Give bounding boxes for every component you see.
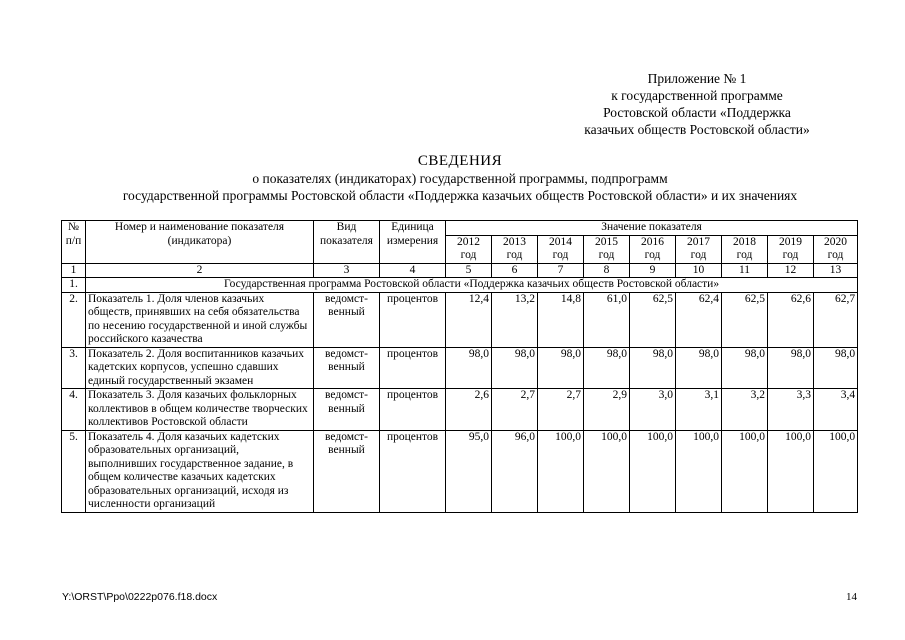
row-value: 98,0 <box>492 347 538 389</box>
row-kind: ведомст-венный <box>314 430 380 512</box>
header-num: № п/п <box>62 221 86 264</box>
header-year-5: 2017 год <box>676 235 722 263</box>
table-row <box>62 430 858 512</box>
row-value: 98,0 <box>814 347 858 389</box>
header-year-1: 2013 год <box>492 235 538 263</box>
page-number: 14 <box>846 591 857 603</box>
header-year-0: 2012 год <box>446 235 492 263</box>
column-number-4: 5 <box>446 263 492 278</box>
appendix-line-2: к государственной программе <box>611 88 783 103</box>
row-value: 3,2 <box>722 389 768 431</box>
row-value: 98,0 <box>676 347 722 389</box>
header-year-4: 2016 год <box>630 235 676 263</box>
row-value: 98,0 <box>768 347 814 389</box>
header-year-2: 2014 год <box>538 235 584 263</box>
row-num: 4. <box>62 389 86 431</box>
row-value: 100,0 <box>584 430 630 512</box>
row-unit: процентов <box>380 430 446 512</box>
appendix-line-4: казачьих обществ Ростовской области» <box>584 122 810 137</box>
row-value: 98,0 <box>722 347 768 389</box>
header-unit: Единица измерения <box>380 221 446 264</box>
row-value: 98,0 <box>630 347 676 389</box>
row-value: 62,7 <box>814 292 858 347</box>
section-num: 1. <box>62 278 86 293</box>
row-value: 95,0 <box>446 430 492 512</box>
column-number-3: 4 <box>380 263 446 278</box>
row-value: 100,0 <box>722 430 768 512</box>
row-value: 98,0 <box>446 347 492 389</box>
row-num: 3. <box>62 347 86 389</box>
row-indicator-name: Показатель 4. Доля казачьих кадетских образовательных организаций, выполнивших государственное задание, в общем количестве казачьих кадетских образовательных организаций, исходя из численности организаций <box>86 430 314 512</box>
column-number-row <box>62 263 858 278</box>
row-value: 13,2 <box>492 292 538 347</box>
column-number-7: 8 <box>584 263 630 278</box>
row-value: 100,0 <box>630 430 676 512</box>
row-kind: ведомст-венный <box>314 389 380 431</box>
row-value: 12,4 <box>446 292 492 347</box>
row-value: 2,6 <box>446 389 492 431</box>
row-num: 5. <box>62 430 86 512</box>
header-name: Номер и наименование показателя (индикатора) <box>86 221 314 264</box>
row-value: 2,9 <box>584 389 630 431</box>
document-title: СВЕДЕНИЯ <box>417 153 503 169</box>
column-number-2: 3 <box>314 263 380 278</box>
column-number-6: 7 <box>538 263 584 278</box>
row-value: 96,0 <box>492 430 538 512</box>
indicators-table <box>61 220 858 513</box>
header-year-6: 2018 год <box>722 235 768 263</box>
table-row <box>62 292 858 347</box>
row-value: 62,6 <box>768 292 814 347</box>
row-value: 3,1 <box>676 389 722 431</box>
row-value: 2,7 <box>538 389 584 431</box>
row-value: 100,0 <box>676 430 722 512</box>
row-value: 98,0 <box>538 347 584 389</box>
row-indicator-name: Показатель 3. Доля казачьих фольклорных коллективов в общем количестве творческих коллективов Ростовской области <box>86 389 314 431</box>
row-num: 2. <box>62 292 86 347</box>
column-number-11: 12 <box>768 263 814 278</box>
row-unit: процентов <box>380 347 446 389</box>
document-subtitle-line-1: о показателях (индикаторах) государственной программы, подпрограмм <box>252 171 668 186</box>
table-row <box>62 389 858 431</box>
row-value: 62,5 <box>722 292 768 347</box>
column-number-5: 6 <box>492 263 538 278</box>
column-number-1: 2 <box>86 263 314 278</box>
row-value: 100,0 <box>768 430 814 512</box>
header-year-3: 2015 год <box>584 235 630 263</box>
column-number-12: 13 <box>814 263 858 278</box>
section-row <box>62 278 858 293</box>
appendix-line-3: Ростовской области «Поддержка <box>603 105 791 120</box>
row-indicator-name: Показатель 2. Доля воспитанников казачьих кадетских корпусов, успешно сдавших единый государственный экзамен <box>86 347 314 389</box>
row-value: 100,0 <box>538 430 584 512</box>
header-value: Значение показателя <box>446 221 858 236</box>
row-value: 62,4 <box>676 292 722 347</box>
row-indicator-name: Показатель 1. Доля членов казачьих обществ, принявших на себя обязательства по несению государственной и иной службы российского казачества <box>86 292 314 347</box>
column-number-8: 9 <box>630 263 676 278</box>
table-row <box>62 347 858 389</box>
header-year-8: 2020 год <box>814 235 858 263</box>
row-value: 3,0 <box>630 389 676 431</box>
row-value: 61,0 <box>584 292 630 347</box>
document-heading <box>50 152 870 204</box>
row-unit: процентов <box>380 292 446 347</box>
row-value: 3,3 <box>768 389 814 431</box>
column-number-9: 10 <box>676 263 722 278</box>
row-value: 14,8 <box>538 292 584 347</box>
appendix-caption <box>557 70 837 138</box>
row-kind: ведомст-венный <box>314 347 380 389</box>
row-kind: ведомст-венный <box>314 292 380 347</box>
column-number-10: 11 <box>722 263 768 278</box>
table-header-row <box>62 221 858 236</box>
footer-file-path: Y:\ORST\Ppo\0222p076.f18.docx <box>62 591 218 603</box>
row-value: 2,7 <box>492 389 538 431</box>
row-value: 98,0 <box>584 347 630 389</box>
appendix-line-1: Приложение № 1 <box>647 71 747 86</box>
row-unit: процентов <box>380 389 446 431</box>
header-kind: Вид показателя <box>314 221 380 264</box>
document-subtitle-line-2: государственной программы Ростовской области «Поддержка казачьих обществ Ростовской области» и их значениях <box>122 188 798 203</box>
header-year-7: 2019 год <box>768 235 814 263</box>
column-number-0: 1 <box>62 263 86 278</box>
section-title: Государственная программа Ростовской области «Поддержка казачьих обществ Ростовской области» <box>86 278 858 293</box>
row-value: 3,4 <box>814 389 858 431</box>
row-value: 100,0 <box>814 430 858 512</box>
row-value: 62,5 <box>630 292 676 347</box>
